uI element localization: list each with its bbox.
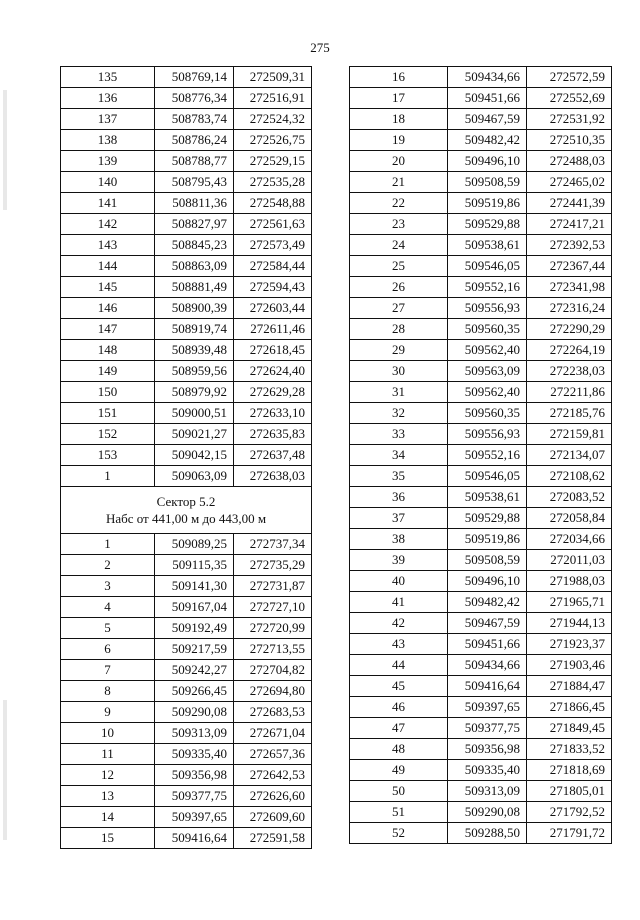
point-number-cell: 135 bbox=[61, 67, 155, 88]
point-number-cell: 37 bbox=[350, 508, 448, 529]
x-coordinate-cell: 509562,40 bbox=[448, 340, 527, 361]
point-number-cell: 20 bbox=[350, 151, 448, 172]
x-coordinate-cell: 509529,88 bbox=[448, 214, 527, 235]
point-number-cell: 24 bbox=[350, 235, 448, 256]
table-row bbox=[61, 403, 312, 424]
x-coordinate-cell: 509467,59 bbox=[448, 109, 527, 130]
point-number-cell: 17 bbox=[350, 88, 448, 109]
y-coordinate-cell: 272441,39 bbox=[527, 193, 612, 214]
y-coordinate-cell: 272735,29 bbox=[234, 555, 312, 576]
y-coordinate-cell: 271849,45 bbox=[527, 718, 612, 739]
point-number-cell: 11 bbox=[61, 744, 155, 765]
x-coordinate-cell: 509508,59 bbox=[448, 172, 527, 193]
point-number-cell: 18 bbox=[350, 109, 448, 130]
point-number-cell: 31 bbox=[350, 382, 448, 403]
sector-title: Сектор 5.2 bbox=[156, 494, 216, 509]
table-row bbox=[61, 702, 312, 723]
x-coordinate-cell: 509556,93 bbox=[448, 424, 527, 445]
y-coordinate-cell: 272083,52 bbox=[527, 487, 612, 508]
table-row bbox=[350, 67, 612, 88]
x-coordinate-cell: 508786,24 bbox=[155, 130, 234, 151]
table-row bbox=[350, 676, 612, 697]
table-row bbox=[350, 655, 612, 676]
point-number-cell: 51 bbox=[350, 802, 448, 823]
y-coordinate-cell: 272591,58 bbox=[234, 828, 312, 849]
y-coordinate-cell: 271818,69 bbox=[527, 760, 612, 781]
x-coordinate-cell: 509266,45 bbox=[155, 681, 234, 702]
x-coordinate-cell: 509335,40 bbox=[448, 760, 527, 781]
point-number-cell: 29 bbox=[350, 340, 448, 361]
point-number-cell: 8 bbox=[61, 681, 155, 702]
y-coordinate-cell: 271988,03 bbox=[527, 571, 612, 592]
table-row bbox=[61, 576, 312, 597]
y-coordinate-cell: 272611,46 bbox=[234, 319, 312, 340]
y-coordinate-cell: 272535,28 bbox=[234, 172, 312, 193]
table-row bbox=[350, 382, 612, 403]
table-row bbox=[350, 487, 612, 508]
y-coordinate-cell: 271944,13 bbox=[527, 613, 612, 634]
x-coordinate-cell: 508845,23 bbox=[155, 235, 234, 256]
y-coordinate-cell: 272737,34 bbox=[234, 534, 312, 555]
point-number-cell: 145 bbox=[61, 277, 155, 298]
y-coordinate-cell: 272316,24 bbox=[527, 298, 612, 319]
x-coordinate-cell: 508863,09 bbox=[155, 256, 234, 277]
x-coordinate-cell: 508776,34 bbox=[155, 88, 234, 109]
x-coordinate-cell: 509560,35 bbox=[448, 403, 527, 424]
x-coordinate-cell: 509416,64 bbox=[448, 676, 527, 697]
table-row bbox=[350, 718, 612, 739]
x-coordinate-cell: 509356,98 bbox=[448, 739, 527, 760]
y-coordinate-cell: 272488,03 bbox=[527, 151, 612, 172]
point-number-cell: 48 bbox=[350, 739, 448, 760]
point-number-cell: 6 bbox=[61, 639, 155, 660]
y-coordinate-cell: 272526,75 bbox=[234, 130, 312, 151]
table-row bbox=[61, 340, 312, 361]
table-row bbox=[350, 592, 612, 613]
table-row bbox=[350, 277, 612, 298]
x-coordinate-cell: 509397,65 bbox=[155, 807, 234, 828]
point-number-cell: 142 bbox=[61, 214, 155, 235]
x-coordinate-cell: 509552,16 bbox=[448, 277, 527, 298]
x-coordinate-cell: 509000,51 bbox=[155, 403, 234, 424]
x-coordinate-cell: 509546,05 bbox=[448, 256, 527, 277]
table-row bbox=[61, 807, 312, 828]
table-row bbox=[350, 172, 612, 193]
y-coordinate-cell: 271805,01 bbox=[527, 781, 612, 802]
point-number-cell: 40 bbox=[350, 571, 448, 592]
y-coordinate-cell: 272367,44 bbox=[527, 256, 612, 277]
table-row bbox=[350, 529, 612, 550]
point-number-cell: 16 bbox=[350, 67, 448, 88]
point-number-cell: 141 bbox=[61, 193, 155, 214]
table-row bbox=[61, 765, 312, 786]
sector-header-row bbox=[61, 487, 312, 534]
table-row bbox=[350, 571, 612, 592]
y-coordinate-cell: 272392,53 bbox=[527, 235, 612, 256]
y-coordinate-cell: 272529,15 bbox=[234, 151, 312, 172]
x-coordinate-cell: 509356,98 bbox=[155, 765, 234, 786]
y-coordinate-cell: 272683,53 bbox=[234, 702, 312, 723]
y-coordinate-cell: 272548,88 bbox=[234, 193, 312, 214]
y-coordinate-cell: 272552,69 bbox=[527, 88, 612, 109]
table-row bbox=[350, 151, 612, 172]
x-coordinate-cell: 509141,30 bbox=[155, 576, 234, 597]
y-coordinate-cell: 272238,03 bbox=[527, 361, 612, 382]
y-coordinate-cell: 271866,45 bbox=[527, 697, 612, 718]
table-row bbox=[350, 802, 612, 823]
table-row bbox=[61, 298, 312, 319]
y-coordinate-cell: 271965,71 bbox=[527, 592, 612, 613]
y-coordinate-cell: 271791,72 bbox=[527, 823, 612, 844]
point-number-cell: 45 bbox=[350, 676, 448, 697]
table-row bbox=[350, 424, 612, 445]
x-coordinate-cell: 509556,93 bbox=[448, 298, 527, 319]
point-number-cell: 47 bbox=[350, 718, 448, 739]
y-coordinate-cell: 272594,43 bbox=[234, 277, 312, 298]
y-coordinate-cell: 272713,55 bbox=[234, 639, 312, 660]
x-coordinate-cell: 509563,09 bbox=[448, 361, 527, 382]
table-row bbox=[350, 781, 612, 802]
y-coordinate-cell: 272572,59 bbox=[527, 67, 612, 88]
x-coordinate-cell: 509377,75 bbox=[155, 786, 234, 807]
table-row bbox=[61, 424, 312, 445]
table-row bbox=[61, 109, 312, 130]
point-number-cell: 4 bbox=[61, 597, 155, 618]
point-number-cell: 23 bbox=[350, 214, 448, 235]
table-row bbox=[350, 319, 612, 340]
x-coordinate-cell: 508811,36 bbox=[155, 193, 234, 214]
table-row bbox=[61, 660, 312, 681]
table-row bbox=[350, 193, 612, 214]
y-coordinate-cell: 272510,35 bbox=[527, 130, 612, 151]
y-coordinate-cell: 272637,48 bbox=[234, 445, 312, 466]
y-coordinate-cell: 272531,92 bbox=[527, 109, 612, 130]
y-coordinate-cell: 272509,31 bbox=[234, 67, 312, 88]
point-number-cell: 152 bbox=[61, 424, 155, 445]
x-coordinate-cell: 509482,42 bbox=[448, 130, 527, 151]
table-row bbox=[61, 214, 312, 235]
point-number-cell: 26 bbox=[350, 277, 448, 298]
point-number-cell: 15 bbox=[61, 828, 155, 849]
table-row bbox=[350, 361, 612, 382]
point-number-cell: 136 bbox=[61, 88, 155, 109]
table-row bbox=[350, 739, 612, 760]
y-coordinate-cell: 272635,83 bbox=[234, 424, 312, 445]
x-coordinate-cell: 509217,59 bbox=[155, 639, 234, 660]
point-number-cell: 49 bbox=[350, 760, 448, 781]
y-coordinate-cell: 272290,29 bbox=[527, 319, 612, 340]
x-coordinate-cell: 509508,59 bbox=[448, 550, 527, 571]
table-row bbox=[350, 613, 612, 634]
x-coordinate-cell: 509552,16 bbox=[448, 445, 527, 466]
table-row bbox=[350, 88, 612, 109]
x-coordinate-cell: 508783,74 bbox=[155, 109, 234, 130]
table-row bbox=[350, 445, 612, 466]
table-row bbox=[61, 88, 312, 109]
y-coordinate-cell: 272584,44 bbox=[234, 256, 312, 277]
x-coordinate-cell: 509288,50 bbox=[448, 823, 527, 844]
point-number-cell: 46 bbox=[350, 697, 448, 718]
y-coordinate-cell: 271884,47 bbox=[527, 676, 612, 697]
x-coordinate-cell: 509192,49 bbox=[155, 618, 234, 639]
point-number-cell: 10 bbox=[61, 723, 155, 744]
table-row bbox=[350, 298, 612, 319]
table-row bbox=[350, 550, 612, 571]
table-row bbox=[61, 828, 312, 849]
table-row bbox=[61, 67, 312, 88]
point-number-cell: 9 bbox=[61, 702, 155, 723]
y-coordinate-cell: 272108,62 bbox=[527, 466, 612, 487]
y-coordinate-cell: 272058,84 bbox=[527, 508, 612, 529]
table-row bbox=[61, 744, 312, 765]
point-number-cell: 1 bbox=[61, 466, 155, 487]
point-number-cell: 12 bbox=[61, 765, 155, 786]
x-coordinate-cell: 509290,08 bbox=[448, 802, 527, 823]
point-number-cell: 143 bbox=[61, 235, 155, 256]
point-number-cell: 19 bbox=[350, 130, 448, 151]
point-number-cell: 22 bbox=[350, 193, 448, 214]
table-row bbox=[350, 697, 612, 718]
x-coordinate-cell: 509434,66 bbox=[448, 655, 527, 676]
point-number-cell: 27 bbox=[350, 298, 448, 319]
point-number-cell: 34 bbox=[350, 445, 448, 466]
x-coordinate-cell: 509562,40 bbox=[448, 382, 527, 403]
y-coordinate-cell: 271903,46 bbox=[527, 655, 612, 676]
x-coordinate-cell: 509167,04 bbox=[155, 597, 234, 618]
point-number-cell: 41 bbox=[350, 592, 448, 613]
point-number-cell: 149 bbox=[61, 361, 155, 382]
x-coordinate-cell: 508900,39 bbox=[155, 298, 234, 319]
coordinates-table-right bbox=[349, 66, 612, 844]
y-coordinate-cell: 272011,03 bbox=[527, 550, 612, 571]
table-row bbox=[61, 319, 312, 340]
x-coordinate-cell: 509451,66 bbox=[448, 88, 527, 109]
table-row bbox=[61, 786, 312, 807]
point-number-cell: 30 bbox=[350, 361, 448, 382]
x-coordinate-cell: 509519,86 bbox=[448, 193, 527, 214]
y-coordinate-cell: 272633,10 bbox=[234, 403, 312, 424]
x-coordinate-cell: 508795,43 bbox=[155, 172, 234, 193]
x-coordinate-cell: 509519,86 bbox=[448, 529, 527, 550]
table-row bbox=[61, 256, 312, 277]
point-number-cell: 38 bbox=[350, 529, 448, 550]
table-row bbox=[350, 760, 612, 781]
x-coordinate-cell: 509313,09 bbox=[448, 781, 527, 802]
x-coordinate-cell: 509538,61 bbox=[448, 235, 527, 256]
table-row bbox=[61, 466, 312, 487]
x-coordinate-cell: 508788,77 bbox=[155, 151, 234, 172]
x-coordinate-cell: 509451,66 bbox=[448, 634, 527, 655]
point-number-cell: 144 bbox=[61, 256, 155, 277]
x-coordinate-cell: 508979,92 bbox=[155, 382, 234, 403]
x-coordinate-cell: 509467,59 bbox=[448, 613, 527, 634]
point-number-cell: 138 bbox=[61, 130, 155, 151]
x-coordinate-cell: 508827,97 bbox=[155, 214, 234, 235]
y-coordinate-cell: 272185,76 bbox=[527, 403, 612, 424]
table-row bbox=[350, 130, 612, 151]
x-coordinate-cell: 508959,56 bbox=[155, 361, 234, 382]
y-coordinate-cell: 272638,03 bbox=[234, 466, 312, 487]
table-row bbox=[61, 193, 312, 214]
point-number-cell: 148 bbox=[61, 340, 155, 361]
table-row bbox=[350, 256, 612, 277]
x-coordinate-cell: 508769,14 bbox=[155, 67, 234, 88]
table-row bbox=[61, 277, 312, 298]
point-number-cell: 25 bbox=[350, 256, 448, 277]
y-coordinate-cell: 271792,52 bbox=[527, 802, 612, 823]
y-coordinate-cell: 272465,02 bbox=[527, 172, 612, 193]
point-number-cell: 139 bbox=[61, 151, 155, 172]
x-coordinate-cell: 509242,27 bbox=[155, 660, 234, 681]
x-coordinate-cell: 509416,64 bbox=[155, 828, 234, 849]
table-row bbox=[61, 361, 312, 382]
table-row bbox=[61, 130, 312, 151]
y-coordinate-cell: 272727,10 bbox=[234, 597, 312, 618]
table-row bbox=[61, 723, 312, 744]
point-number-cell: 44 bbox=[350, 655, 448, 676]
point-number-cell: 2 bbox=[61, 555, 155, 576]
y-coordinate-cell: 272211,86 bbox=[527, 382, 612, 403]
point-number-cell: 147 bbox=[61, 319, 155, 340]
point-number-cell: 1 bbox=[61, 534, 155, 555]
y-coordinate-cell: 272671,04 bbox=[234, 723, 312, 744]
y-coordinate-cell: 272720,99 bbox=[234, 618, 312, 639]
y-coordinate-cell: 272516,91 bbox=[234, 88, 312, 109]
x-coordinate-cell: 508881,49 bbox=[155, 277, 234, 298]
table-row bbox=[61, 534, 312, 555]
point-number-cell: 50 bbox=[350, 781, 448, 802]
x-coordinate-cell: 509115,35 bbox=[155, 555, 234, 576]
point-number-cell: 52 bbox=[350, 823, 448, 844]
table-row bbox=[61, 639, 312, 660]
point-number-cell: 151 bbox=[61, 403, 155, 424]
point-number-cell: 3 bbox=[61, 576, 155, 597]
point-number-cell: 35 bbox=[350, 466, 448, 487]
x-coordinate-cell: 509482,42 bbox=[448, 592, 527, 613]
point-number-cell: 33 bbox=[350, 424, 448, 445]
x-coordinate-cell: 509290,08 bbox=[155, 702, 234, 723]
point-number-cell: 5 bbox=[61, 618, 155, 639]
table-row bbox=[61, 597, 312, 618]
table-row bbox=[61, 151, 312, 172]
x-coordinate-cell: 509397,65 bbox=[448, 697, 527, 718]
table-row bbox=[350, 214, 612, 235]
y-coordinate-cell: 272524,32 bbox=[234, 109, 312, 130]
x-coordinate-cell: 509089,25 bbox=[155, 534, 234, 555]
x-coordinate-cell: 509496,10 bbox=[448, 571, 527, 592]
table-row bbox=[61, 235, 312, 256]
y-coordinate-cell: 272561,63 bbox=[234, 214, 312, 235]
page-number: 275 bbox=[310, 40, 330, 55]
y-coordinate-cell: 272626,60 bbox=[234, 786, 312, 807]
table-row bbox=[350, 634, 612, 655]
table-row bbox=[350, 235, 612, 256]
coordinates-table-left bbox=[60, 66, 312, 849]
x-coordinate-cell: 509496,10 bbox=[448, 151, 527, 172]
y-coordinate-cell: 272694,80 bbox=[234, 681, 312, 702]
point-number-cell: 32 bbox=[350, 403, 448, 424]
y-coordinate-cell: 272341,98 bbox=[527, 277, 612, 298]
point-number-cell: 36 bbox=[350, 487, 448, 508]
table-row bbox=[350, 508, 612, 529]
table-row bbox=[61, 382, 312, 403]
table-row bbox=[350, 403, 612, 424]
x-coordinate-cell: 509529,88 bbox=[448, 508, 527, 529]
point-number-cell: 39 bbox=[350, 550, 448, 571]
y-coordinate-cell: 272642,53 bbox=[234, 765, 312, 786]
y-coordinate-cell: 272624,40 bbox=[234, 361, 312, 382]
y-coordinate-cell: 272573,49 bbox=[234, 235, 312, 256]
table-row bbox=[350, 466, 612, 487]
point-number-cell: 13 bbox=[61, 786, 155, 807]
table-row bbox=[61, 555, 312, 576]
y-coordinate-cell: 272417,21 bbox=[527, 214, 612, 235]
y-coordinate-cell: 271833,52 bbox=[527, 739, 612, 760]
point-number-cell: 43 bbox=[350, 634, 448, 655]
scan-edge-shadow bbox=[3, 90, 7, 210]
sector-header bbox=[61, 487, 312, 534]
y-coordinate-cell: 272618,45 bbox=[234, 340, 312, 361]
x-coordinate-cell: 509434,66 bbox=[448, 67, 527, 88]
point-number-cell: 42 bbox=[350, 613, 448, 634]
x-coordinate-cell: 509546,05 bbox=[448, 466, 527, 487]
y-coordinate-cell: 272704,82 bbox=[234, 660, 312, 681]
table-row bbox=[350, 109, 612, 130]
point-number-cell: 28 bbox=[350, 319, 448, 340]
y-coordinate-cell: 271923,37 bbox=[527, 634, 612, 655]
x-coordinate-cell: 509313,09 bbox=[155, 723, 234, 744]
x-coordinate-cell: 509538,61 bbox=[448, 487, 527, 508]
y-coordinate-cell: 272609,60 bbox=[234, 807, 312, 828]
y-coordinate-cell: 272603,44 bbox=[234, 298, 312, 319]
x-coordinate-cell: 509021,27 bbox=[155, 424, 234, 445]
x-coordinate-cell: 509560,35 bbox=[448, 319, 527, 340]
y-coordinate-cell: 272264,19 bbox=[527, 340, 612, 361]
y-coordinate-cell: 272731,87 bbox=[234, 576, 312, 597]
table-row bbox=[350, 823, 612, 844]
y-coordinate-cell: 272134,07 bbox=[527, 445, 612, 466]
table-row bbox=[61, 172, 312, 193]
x-coordinate-cell: 509042,15 bbox=[155, 445, 234, 466]
point-number-cell: 21 bbox=[350, 172, 448, 193]
x-coordinate-cell: 509335,40 bbox=[155, 744, 234, 765]
scan-edge-shadow bbox=[3, 700, 7, 840]
y-coordinate-cell: 272629,28 bbox=[234, 382, 312, 403]
y-coordinate-cell: 272657,36 bbox=[234, 744, 312, 765]
x-coordinate-cell: 509063,09 bbox=[155, 466, 234, 487]
point-number-cell: 137 bbox=[61, 109, 155, 130]
table-row bbox=[350, 340, 612, 361]
table-row bbox=[61, 681, 312, 702]
x-coordinate-cell: 508919,74 bbox=[155, 319, 234, 340]
x-coordinate-cell: 509377,75 bbox=[448, 718, 527, 739]
point-number-cell: 7 bbox=[61, 660, 155, 681]
sector-subtitle: Набс от 441,00 м до 443,00 м bbox=[105, 511, 267, 526]
y-coordinate-cell: 272159,81 bbox=[527, 424, 612, 445]
table-row bbox=[61, 618, 312, 639]
point-number-cell: 14 bbox=[61, 807, 155, 828]
y-coordinate-cell: 272034,66 bbox=[527, 529, 612, 550]
point-number-cell: 146 bbox=[61, 298, 155, 319]
point-number-cell: 150 bbox=[61, 382, 155, 403]
point-number-cell: 153 bbox=[61, 445, 155, 466]
point-number-cell: 140 bbox=[61, 172, 155, 193]
x-coordinate-cell: 508939,48 bbox=[155, 340, 234, 361]
table-row bbox=[61, 445, 312, 466]
